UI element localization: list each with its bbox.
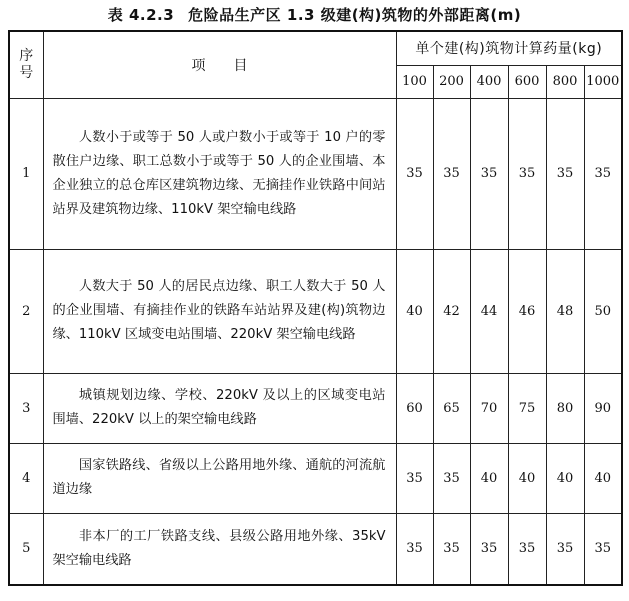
header-quantity-group: 单个建(构)筑物计算药量(kg) <box>396 31 622 65</box>
header-seq <box>9 31 43 98</box>
row-value: 35 <box>396 443 433 513</box>
table-number: 表 4.2.3 <box>107 6 175 24</box>
row-value: 35 <box>546 513 584 585</box>
row-item: 城镇规划边缘、学校、220kV 及以上的区域变电站围墙、220kV 以上的架空输电线路 <box>43 373 396 443</box>
row-value: 35 <box>546 98 584 249</box>
row-value: 35 <box>470 513 508 585</box>
row-seq: 4 <box>9 443 43 513</box>
row-value: 40 <box>508 443 546 513</box>
row-value: 35 <box>433 98 470 249</box>
table-title: 危险品生产区 1.3 级建(构)筑物的外部距离(m) <box>188 6 522 24</box>
header-quantity: 600 <box>508 65 546 98</box>
row-value: 40 <box>546 443 584 513</box>
row-value: 35 <box>470 98 508 249</box>
row-seq: 2 <box>9 249 43 373</box>
row-seq: 3 <box>9 373 43 443</box>
table-row <box>9 443 622 513</box>
row-value: 46 <box>508 249 546 373</box>
row-value: 42 <box>433 249 470 373</box>
row-value: 35 <box>508 98 546 249</box>
row-value: 80 <box>546 373 584 443</box>
row-value: 44 <box>470 249 508 373</box>
table-row <box>9 98 622 249</box>
row-value: 35 <box>433 513 470 585</box>
row-seq: 1 <box>9 98 43 249</box>
header-item: 项目 <box>43 31 396 98</box>
row-value: 35 <box>396 513 433 585</box>
header-quantity: 200 <box>433 65 470 98</box>
header-quantity: 1000 <box>584 65 622 98</box>
distance-table <box>8 30 623 586</box>
table-row <box>9 513 622 585</box>
row-item: 非本厂的工厂铁路支线、县级公路用地外缘、35kV 架空输电线路 <box>43 513 396 585</box>
row-item: 人数小于或等于 50 人或户数小于或等于 10 户的零散住户边缘、职工总数小于或等于 50 人的企业围墙、本企业独立的总仓库区建筑物边缘、无摘挂作业铁路中间站站界及建筑物边缘、110kV 架空输电线路 <box>43 98 396 249</box>
row-value: 70 <box>470 373 508 443</box>
header-quantity: 400 <box>470 65 508 98</box>
row-value: 48 <box>546 249 584 373</box>
row-value: 65 <box>433 373 470 443</box>
row-value: 35 <box>396 98 433 249</box>
row-value: 35 <box>584 513 622 585</box>
row-value: 35 <box>584 98 622 249</box>
row-value: 40 <box>396 249 433 373</box>
row-value: 35 <box>508 513 546 585</box>
row-item: 国家铁路线、省级以上公路用地外缘、通航的河流航道边缘 <box>43 443 396 513</box>
row-value: 75 <box>508 373 546 443</box>
table-row <box>9 373 622 443</box>
table-caption <box>8 0 621 30</box>
row-value: 40 <box>470 443 508 513</box>
row-value: 40 <box>584 443 622 513</box>
row-value: 50 <box>584 249 622 373</box>
header-quantity: 100 <box>396 65 433 98</box>
header-quantity: 800 <box>546 65 584 98</box>
row-seq: 5 <box>9 513 43 585</box>
table-row <box>9 249 622 373</box>
row-value: 35 <box>433 443 470 513</box>
header-seq-label: 序 号 <box>19 47 34 81</box>
row-item: 人数大于 50 人的居民点边缘、职工人数大于 50 人的企业围墙、有摘挂作业的铁路车站站界及建(构)筑物边缘、110kV 区域变电站围墙、220kV 架空输电线路 <box>43 249 396 373</box>
row-value: 60 <box>396 373 433 443</box>
row-value: 90 <box>584 373 622 443</box>
